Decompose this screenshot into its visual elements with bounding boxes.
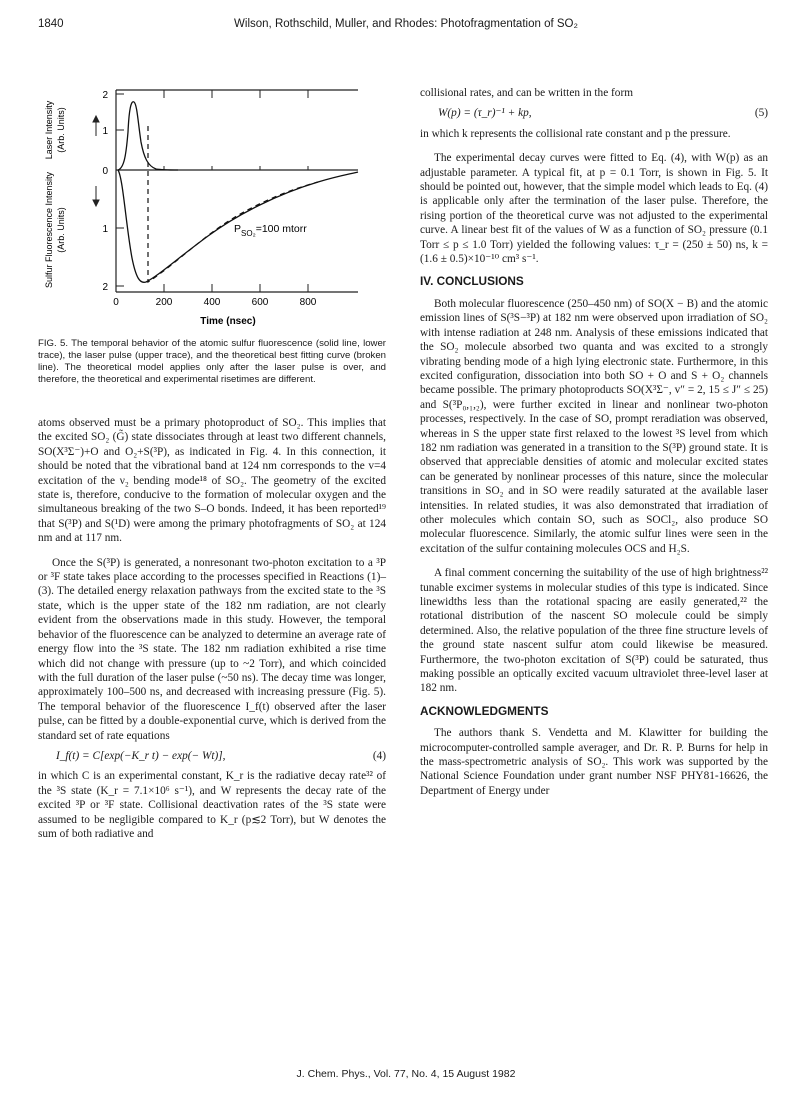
y-tick-top-0: 0 — [102, 166, 108, 177]
equation-5-expr: W(p) = (τ_r)⁻¹ + kp, — [438, 107, 532, 120]
theoretical-fit-trace — [148, 126, 318, 282]
right-column — [420, 86, 768, 798]
y-tick-top-2: 2 — [102, 90, 108, 101]
y-label-bottom-line2: (Arb. Units) — [56, 207, 66, 253]
x-tick-800: 800 — [299, 297, 317, 308]
x-tick-0: 0 — [113, 297, 119, 308]
equation-5-number: (5) — [754, 107, 768, 120]
right-paragraph-1: collisional rates, and can be written in the form — [420, 87, 634, 99]
x-tick-600: 600 — [251, 297, 269, 308]
y-tick-top-1: 1 — [102, 126, 108, 137]
running-header — [38, 18, 774, 36]
section-4-heading: IV. CONCLUSIONS — [420, 274, 524, 289]
x-tick-200: 200 — [155, 297, 173, 308]
arrow-up-head — [93, 116, 99, 122]
left-paragraph-1: atoms observed must be a primary photoproduct of SO₂. This implies that the excited SO₂ (G̃) state dissociates through at least two different channels, SO(X³Σ⁻)+O and O₂+S(³P), as indicated in Fig. 4. In this connection, it should be noted that the vibrational band at 124 nm corresponds to the v=4 excitation of the ν₂ bending mode¹⁸ of SO₂. The geometry of the excited state is, therefore, conducive to the formation of molecular oxygen and the simultaneous breaking of the two S–O bonds. Indeed, it has been reported¹⁹ that S(³P) and S(¹D) were among the primary photofragments of SO₂ at 124 nm and at 117 nm. — [38, 417, 386, 545]
acknowledgments-heading: ACKNOWLEDGMENTS — [420, 703, 549, 718]
pressure-annotation: $P_{SO_2}=100$ mtorr — [234, 223, 307, 238]
y-tick-bottom-2: 2 — [102, 282, 108, 293]
figure-5-plot — [38, 86, 386, 328]
x-axis-label: Time (nsec) — [200, 316, 256, 327]
equation-4-expr: I_f(t) = C[exp(−K_r t) − exp(− Wt)], — [56, 749, 226, 762]
x-tick-400: 400 — [203, 297, 221, 308]
running-title: Wilson, Rothschild, Muller, and Rhodes: Photofragmentation of SO₂ — [234, 18, 578, 30]
equation-4-number: (4) — [372, 749, 386, 762]
page-number: 1840 — [38, 18, 64, 30]
arrow-down-head — [93, 200, 99, 206]
y-label-bottom-line1: Sulfur Fluorescence Intensity — [44, 171, 54, 289]
figure-5-caption: FIG. 5. The temporal behavior of the atomic sulfur fluorescence (solid line, lower trace), the laser pulse (upper trace), and the theoretical best fitting curve (broken line). The theoretical model applies only after the laser pulse is over, and therefore, the theoretical and experimental risetimes are different. — [38, 338, 386, 385]
equation-4 — [38, 749, 386, 763]
left-paragraph-3: in which C is an experimental constant, K_r is the radiative decay rate³² of the ³S state (K_r = 7.1×10⁶ s⁻¹), and W represents the decay rate of the excited ³P or ³F state. Collisional deactivation rates of the ³S state were assumed to be negligible compared to K_r (p≲2 Torr), but W denotes the sum of both radiative and — [38, 770, 386, 840]
y-label-top-line2: (Arb. Units) — [56, 107, 66, 153]
y-tick-bottom-1: 1 — [102, 224, 108, 235]
figure-5 — [38, 86, 386, 328]
right-paragraph-after-eq5: in which k represents the collisional rate constant and p the pressure. — [420, 127, 731, 140]
left-column — [38, 86, 386, 841]
equation-5 — [420, 106, 768, 120]
right-paragraph-2: The experimental decay curves were fitted to Eq. (4), with W(p) as an adjustable parameter. A typical fit, at p = 0.1 Torr, is shown in Fig. 5. It should be pointed out, however, that the simple model which leads to Eq. (4) is applicable only after the termination of the laser pulse. Therefore, the rising portion of the theoretical curve was not adjusted to the experimental curve. A linear best fit of the values of W as a function of SO₂ pressure (0.1 Torr ≤ p ≤ 1.0 Torr) yielded the following values: τ_r = (250 ± 50) ns, k = (1.6 ± 0.5)×10⁻¹⁰ cm³ s⁻¹. — [420, 152, 768, 266]
y-label-top-line1: Laser Intensity — [44, 100, 54, 160]
journal-footer: J. Chem. Phys., Vol. 77, No. 4, 15 August 1982 — [296, 1068, 516, 1080]
acknowledgments-paragraph: The authors thank S. Vendetta and M. Klawitter for building the microcomputer-controlled sample averager, and Dr. R. P. Burns for help in the mass-spectrometric analysis of SO₂. This work was supported by the National Science Foundation under grant number NSF PHY81-16626, the Department of Energy under — [420, 727, 768, 797]
left-paragraph-2: Once the S(³P) is generated, a nonresonant two-photon excitation to a ³P or ³F state takes place according to the processes specified in Reactions (1)–(3). The detailed energy relaxation pathways from the excited state to the ³S state, which is the upper state of the 182 nm radiation, are not clearly evident from the observations made in this study. However, the temporal behavior of the fluorescence can be analyzed to determine an average rate of energy flow into the ³S state. The 182 nm radiation exhibited a rise time which did not change with pressure (up to ~2 Torr), and which coincided with the full duration of the laser pulse (~50 ns). The decay time was longer, approximately 100–500 ns, and decreased with increasing pressure (Fig. 5). The temporal behavior of the fluorescence I_f(t) observed after the laser pulse, can be fitted by a double-exponential curve, which is derived from the standard set of rate equations — [38, 556, 386, 742]
conclusions-paragraph-1: Both molecular fluorescence (250–450 nm) of SO(X − B) and the atomic emission lines of S(³S−³P) at 182 nm were observed upon irradiation of SO₂ with intense radiation at 248 nm. Analysis of these emissions indicated that the SO₂ molecule absorbed two quanta and was excited to a strongly vibrating bending mode of a high lying electronic state. Furthermore, in this excited configuration, dissociation into both SO + O and S + O₂ channels became possible. The primary photoproducts SO(X³Σ⁻, v″ = 2, 15 ≤ J″ ≤ 25) and S(³P₀,₁,₂), were further excited in linear and nonlinear two-photon processes, respectively. In the case of SO, prompt reradiation was observed, whereas in S the upper state first relaxed to the lowest ³S level from which 182 nm radiation was generated in a transition to the S(³P) ground state. It is observed that appreciable densities of atomic and molecular excited states can be generated by nonlinear processes of this nature, since the molecular transitions in SO₂ and in SO were readily saturated at the available laser intensities. In related studies, it was also demonstrated that irradiation of other molecules which contain SO, such as SOCl₂, also produce SO molecular fluorescence. Similarly, the atomic sulfur lines were seen in the excitation of the sulfur containing molecules OCS and H₂S. — [420, 297, 768, 555]
conclusions-paragraph-2: A final comment concerning the suitability of the use of high brightness²² tunable excimer systems in molecular studies of this type is indicated. Since linewidths less than the rotational spacing are easily generated,²² the rotational distribution of the nascent SO molecule could be simply determined. Also, the relative population of the three fine structure levels of the ground state nascent sulfur atom could likewise be measured. Furthermore, the two-photon excitation of S(³P) could be saturated, thus making possible an optically excited vacuum ultraviolet three-level laser at 182 nm. — [420, 567, 768, 695]
